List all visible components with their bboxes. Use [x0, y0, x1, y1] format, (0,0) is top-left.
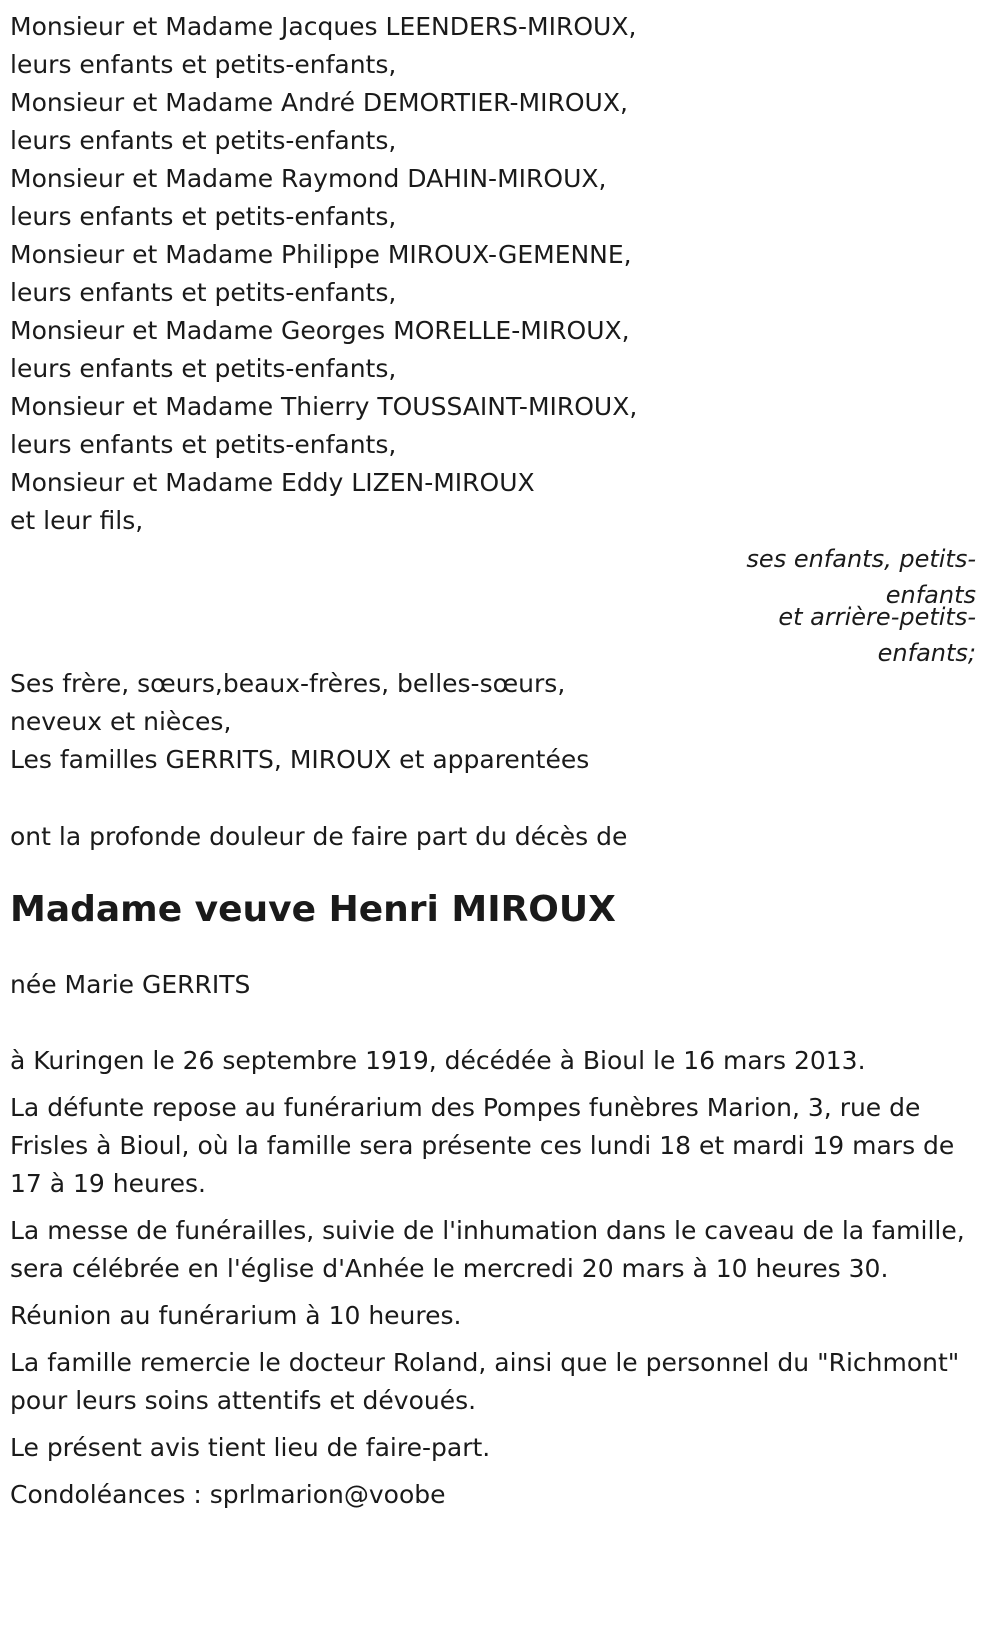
- funeral-mass-details: La messe de funérailles, suivie de l'inhumation dans le caveau de la famille, sera célébrée en l'église d'Anhée le mercredi 20 mars à 10 heures 30.: [10, 1216, 965, 1283]
- condolences-contact: Condoléances : sprlmarion@voobe: [10, 1480, 446, 1509]
- family-line: Monsieur et Madame Jacques LEENDERS-MIROUX,: [10, 12, 637, 41]
- family-line: leurs enfants et petits-enfants,: [10, 354, 397, 383]
- family-line: Monsieur et Madame Raymond DAHIN-MIROUX,: [10, 164, 607, 193]
- family-list: [10, 8, 990, 540]
- maiden-name: née Marie GERRITS: [10, 970, 251, 999]
- family-line: leurs enfants et petits-enfants,: [10, 50, 397, 79]
- family-line: leurs enfants et petits-enfants,: [10, 202, 397, 231]
- family-line: et leur fils,: [10, 506, 144, 535]
- family-line: Monsieur et Madame André DEMORTIER-MIROUX,: [10, 88, 628, 117]
- family-line: leurs enfants et petits-enfants,: [10, 126, 397, 155]
- relationship-note: [10, 540, 990, 665]
- relatives-line: Ses frère, sœurs,beaux-frères, belles-sœurs,: [10, 669, 566, 698]
- relationship-line: enfants;: [877, 639, 976, 667]
- family-line: Monsieur et Madame Georges MORELLE-MIROUX,: [10, 316, 630, 345]
- family-line: leurs enfants et petits-enfants,: [10, 430, 397, 459]
- family-line: Monsieur et Madame Thierry TOUSSAINT-MIROUX,: [10, 392, 638, 421]
- funeral-home-details: La défunte repose au funérarium des Pompes funèbres Marion, 3, rue de Frisles à Bioul, où la famille sera présente ces lundi 18 et mardi 19 mars de 17 à 19 heures.: [10, 1093, 955, 1198]
- family-line: Monsieur et Madame Eddy LIZEN-MIROUX: [10, 468, 535, 497]
- relatives-line: Les familles GERRITS, MIROUX et apparentées: [10, 745, 590, 774]
- thanks-note: La famille remercie le docteur Roland, ainsi que le personnel du "Richmont" pour leurs soins attentifs et dévoués.: [10, 1348, 960, 1415]
- family-line: Monsieur et Madame Philippe MIROUX-GEMENNE,: [10, 240, 632, 269]
- relationship-line: et arrière-petits-: [778, 603, 976, 631]
- relationship-line: enfants: [885, 581, 976, 609]
- deceased-name: Madame veuve Henri MIROUX: [10, 889, 616, 930]
- family-line: leurs enfants et petits-enfants,: [10, 278, 397, 307]
- notice-statement: Le présent avis tient lieu de faire-part.: [10, 1433, 491, 1462]
- meeting-details: Réunion au funérarium à 10 heures.: [10, 1301, 462, 1330]
- birth-death-details: à Kuringen le 26 septembre 1919, décédée à Bioul le 16 mars 2013.: [10, 1046, 866, 1075]
- relatives-list: [10, 665, 990, 779]
- relationship-line: ses enfants, petits-: [746, 545, 976, 573]
- relatives-line: neveux et nièces,: [10, 707, 232, 736]
- announcement-intro: ont la profonde douleur de faire part du décès de: [10, 822, 628, 851]
